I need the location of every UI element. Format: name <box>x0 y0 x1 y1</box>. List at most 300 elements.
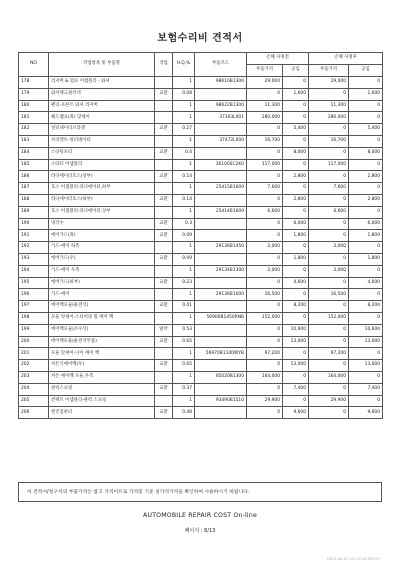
table-row <box>19 112 383 124</box>
header-before-parts: 부품가격 <box>247 65 283 77</box>
cell-work <box>155 159 173 171</box>
cell-item-name: 클럭스프링 <box>49 383 155 395</box>
cell-before-labor: 0 <box>283 265 309 277</box>
cell-after-parts: 7,600 <box>309 183 349 195</box>
cell-hq: 0.4 <box>173 147 195 159</box>
cell-before-labor: 0 <box>283 242 309 254</box>
cell-item-name: 에어가드(좌) <box>49 230 155 242</box>
cell-hq: 1 <box>173 183 195 195</box>
cell-after-labor: 0 <box>349 312 383 324</box>
cell-part-code <box>195 88 247 100</box>
cell-after-parts: 117,000 <box>309 159 349 171</box>
cell-item-name: 리저버 & 펌프 어셈블리 - 와셔 <box>49 77 155 89</box>
table-row <box>19 301 383 313</box>
table-row <box>19 135 383 147</box>
cell-before-parts: 0 <box>247 324 283 336</box>
cell-before-parts: 0 <box>247 336 283 348</box>
cell-no: 194 <box>19 265 49 277</box>
cell-work <box>155 183 173 195</box>
cell-work: 교환 <box>155 407 173 419</box>
cell-no: 203 <box>19 371 49 383</box>
cell-no: 183 <box>19 135 49 147</box>
cell-after-parts: 0 <box>309 336 349 348</box>
cell-before-labor: 8,000 <box>283 147 309 159</box>
cell-part-code: 25415B1000 <box>195 183 247 195</box>
cell-hq: 0.48 <box>173 407 195 419</box>
cell-part-code: 98622B1300 <box>195 100 247 112</box>
cell-part-code <box>195 253 247 265</box>
cell-no: 199 <box>19 324 49 336</box>
cell-before-parts: 29,900 <box>247 395 283 407</box>
cell-no: 181 <box>19 112 49 124</box>
cell-part-code <box>195 124 247 136</box>
cell-before-labor: 0 <box>283 77 309 89</box>
cell-hq: 0.41 <box>173 301 195 313</box>
cell-after-parts: 0 <box>309 218 349 230</box>
cell-before-parts: 0 <box>247 253 283 265</box>
cell-part-code <box>195 324 247 336</box>
cell-after-parts: 0 <box>309 407 349 419</box>
cell-before-parts: 0 <box>247 230 283 242</box>
cell-before-labor: 0 <box>283 395 309 407</box>
cell-work <box>155 77 173 89</box>
cell-after-parts: 16,700 <box>309 135 349 147</box>
cell-before-parts: 0 <box>247 147 283 159</box>
cell-item-name: 냉각수 <box>49 218 155 230</box>
cell-after-parts: 0 <box>309 324 349 336</box>
cell-before-labor: 1,800 <box>283 230 309 242</box>
cell-after-labor: 0 <box>349 100 383 112</box>
cell-no: 178 <box>19 77 49 89</box>
cell-no: 179 <box>19 88 49 100</box>
cell-after-labor: 2,800 <box>349 171 383 183</box>
table-row <box>19 277 383 289</box>
header-hq: H.Q,% <box>173 53 195 77</box>
cell-before-parts: 0 <box>247 88 283 100</box>
cell-no: 188 <box>19 194 49 206</box>
cell-hq: 1 <box>173 289 195 301</box>
cell-after-parts: 0 <box>309 360 349 372</box>
cell-part-code: 29136B1000 <box>195 289 247 301</box>
cell-before-labor: 0 <box>283 289 309 301</box>
cell-work: 교환 <box>155 194 173 206</box>
cell-hq: 1 <box>173 135 195 147</box>
cell-part-code: 98610B1300 <box>195 77 247 89</box>
cell-after-labor: 10,600 <box>349 324 383 336</box>
cell-work <box>155 371 173 383</box>
table-row <box>19 230 383 242</box>
cell-after-labor: 0 <box>349 242 383 254</box>
cell-after-parts: 11,300 <box>309 100 349 112</box>
cell-item-name: 에어백모듈(조수석) <box>49 324 155 336</box>
cell-before-labor: 0 <box>283 183 309 195</box>
cell-work <box>155 135 173 147</box>
cell-before-parts: 97,200 <box>247 348 283 360</box>
cell-hq: 0.14 <box>173 171 195 183</box>
cell-before-labor: 1,600 <box>283 88 309 100</box>
cell-part-code <box>195 230 247 242</box>
table-body <box>19 77 383 419</box>
table-row <box>19 171 383 183</box>
cell-item-name: 라디에이터호스(하부) <box>49 194 155 206</box>
cell-before-labor: 9,600 <box>283 407 309 419</box>
cell-part-code: 25414B1000 <box>195 206 247 218</box>
cell-before-parts: 2,000 <box>247 265 283 277</box>
cell-before-parts: 0 <box>247 301 283 313</box>
cell-item-name: 에어백모듈(운전석무릎) <box>49 336 155 348</box>
cell-after-labor: 0 <box>349 371 383 383</box>
table-row <box>19 194 383 206</box>
notice-box: 이 견적서/청구서의 부품가격은 참고 가격이므로 가격및 기준 실가격가격을 확인하여 사용하시기 바랍니다. <box>18 482 382 502</box>
cell-after-parts: 2,000 <box>309 242 349 254</box>
cell-before-parts: 0 <box>247 277 283 289</box>
cell-before-parts: 11,300 <box>247 100 283 112</box>
cell-work <box>155 265 173 277</box>
cell-after-parts: 280,000 <box>309 112 349 124</box>
table-row <box>19 395 383 407</box>
cell-before-labor: 0 <box>283 135 309 147</box>
cell-work: 교환 <box>155 253 173 265</box>
cell-before-parts: 152,000 <box>247 312 283 324</box>
cell-before-parts: 29,000 <box>247 77 283 89</box>
cell-after-labor: 13,000 <box>349 336 383 348</box>
table-row <box>19 336 383 348</box>
cell-after-parts: 0 <box>309 230 349 242</box>
cell-no: 197 <box>19 301 49 313</box>
cell-hq: 1 <box>173 371 195 383</box>
cell-before-labor: 0 <box>283 100 309 112</box>
cell-item-name: 에어가드(하부) <box>49 277 155 289</box>
cell-after-labor: 1,800 <box>349 253 383 265</box>
cell-after-parts: 0 <box>309 277 349 289</box>
cell-no: 202 <box>19 360 49 372</box>
cell-before-parts: 0 <box>247 218 283 230</box>
cell-hq: 1 <box>173 242 195 254</box>
cell-before-parts: 0 <box>247 194 283 206</box>
cell-no: 192 <box>19 242 49 254</box>
cell-hq: 0.65 <box>173 336 195 348</box>
cell-item-name: 가드-에어 하측 <box>49 242 155 254</box>
cell-after-parts: 2,000 <box>309 265 349 277</box>
cell-after-parts: 0 <box>309 147 349 159</box>
cell-no: 184 <box>19 147 49 159</box>
cell-part-code <box>195 301 247 313</box>
cell-hq: 1 <box>173 159 195 171</box>
cell-hq: 1 <box>173 395 195 407</box>
cell-no: 191 <box>19 230 49 242</box>
cell-part-code: 29134B1300 <box>195 265 247 277</box>
cell-item-name: 가드-에어 <box>49 289 155 301</box>
table-row <box>19 147 383 159</box>
cell-work: 교환 <box>155 230 173 242</box>
cell-hq: 1 <box>173 100 195 112</box>
cell-work: 교환 <box>155 218 173 230</box>
cell-item-name: 호스 어셈블리-라디에이터,하부 <box>49 183 155 195</box>
print-timestamp: 2023-04-07 14:15:46 RT077 <box>326 556 380 561</box>
cell-item-name: 브라켓트-얼터네이터 <box>49 135 155 147</box>
cell-after-labor: 13,000 <box>349 360 383 372</box>
table-row <box>19 265 383 277</box>
cell-part-code <box>195 194 247 206</box>
cell-after-labor: 0 <box>349 112 383 124</box>
cell-before-labor: 0 <box>283 159 309 171</box>
cell-after-labor: 4,600 <box>349 277 383 289</box>
cell-item-name: 얼터네이터브라켓 <box>49 124 155 136</box>
cell-after-labor: 1,800 <box>349 230 383 242</box>
cell-before-parts: 164,000 <box>247 371 283 383</box>
table-row <box>19 159 383 171</box>
cell-part-code: 37472L000 <box>195 135 247 147</box>
cell-no: 196 <box>19 289 49 301</box>
cell-work: 교환 <box>155 301 173 313</box>
cell-after-parts: 0 <box>309 124 349 136</box>
cell-before-parts: 7,600 <box>247 183 283 195</box>
cell-after-labor: 7,400 <box>349 383 383 395</box>
cell-before-labor: 6,000 <box>283 218 309 230</box>
cell-hq: 0.27 <box>173 124 195 136</box>
cell-item-name: 헤드램프(좌) 맞세이 <box>49 112 155 124</box>
cell-no: 204 <box>19 383 49 395</box>
cell-before-labor: 8,200 <box>283 301 309 313</box>
cell-after-labor: 0 <box>349 135 383 147</box>
cell-before-labor: 4,600 <box>283 277 309 289</box>
cell-after-labor: 0 <box>349 159 383 171</box>
table-row <box>19 348 383 360</box>
table-row <box>19 383 383 395</box>
table-row <box>19 242 383 254</box>
header-item: 작업항목 및 부품명 <box>49 53 155 77</box>
table-row <box>19 360 383 372</box>
cell-after-labor: 5,400 <box>349 124 383 136</box>
cell-part-code: 85020B1300 <box>195 371 247 383</box>
cell-hq: 0.3 <box>173 218 195 230</box>
cell-after-parts: 0 <box>309 253 349 265</box>
cell-part-code: 29136B1450 <box>195 242 247 254</box>
cell-part-code: 56900B1450RNB <box>195 312 247 324</box>
table-row <box>19 253 383 265</box>
cell-part-code <box>195 336 247 348</box>
cell-before-parts: 16,700 <box>247 135 283 147</box>
cell-hq: 0.23 <box>173 277 195 289</box>
table-header <box>19 53 383 77</box>
cell-after-labor: 9,600 <box>349 407 383 419</box>
cell-after-parts: 0 <box>309 171 349 183</box>
cell-work <box>155 206 173 218</box>
header-code: 부품코드 <box>195 53 247 77</box>
cell-hq: 1 <box>173 206 195 218</box>
cell-before-parts: 0 <box>247 360 283 372</box>
cell-part-code: 36100SC2K0 <box>195 159 247 171</box>
cell-no: 201 <box>19 348 49 360</box>
cell-no: 200 <box>19 336 49 348</box>
cell-after-labor: 0 <box>349 265 383 277</box>
cell-before-parts: 0 <box>247 383 283 395</box>
cell-before-labor: 13,000 <box>283 360 309 372</box>
cell-part-code: 37303L001 <box>195 112 247 124</box>
cell-after-labor: 8,000 <box>349 147 383 159</box>
cell-no: 205 <box>19 395 49 407</box>
cell-before-labor: 0 <box>283 312 309 324</box>
cell-before-labor: 2,800 <box>283 194 309 206</box>
cell-hq: 0.53 <box>173 324 195 336</box>
cell-work: 교환 <box>155 360 173 372</box>
cell-after-parts: 152,000 <box>309 312 349 324</box>
cell-hq: 1 <box>173 312 195 324</box>
cell-after-labor: 0 <box>349 206 383 218</box>
footer-title: AUTOMOBILE REPAIR COST On-line <box>143 512 257 519</box>
cell-item-name: 펜더-프론트 와셔 리저버 <box>49 100 155 112</box>
table-row <box>19 324 383 336</box>
cell-work <box>155 289 173 301</box>
cell-hq: 0.08 <box>173 88 195 100</box>
header-work: 작업 <box>155 53 173 77</box>
cell-work: 교환 <box>155 147 173 159</box>
cell-no: 189 <box>19 206 49 218</box>
cell-no: 187 <box>19 183 49 195</box>
cell-before-labor: 0 <box>283 371 309 383</box>
cell-no: 198 <box>19 312 49 324</box>
cell-hq: 1 <box>173 112 195 124</box>
cell-hq: 1 <box>173 348 195 360</box>
cell-before-labor: 0 <box>283 348 309 360</box>
table-row <box>19 124 383 136</box>
table-row <box>19 100 383 112</box>
cell-part-code <box>195 147 247 159</box>
cell-after-labor: 0 <box>349 289 383 301</box>
cell-item-name: 컨택트 어셈블리-클럭 스프링 <box>49 395 155 407</box>
cell-work: 교환 <box>155 124 173 136</box>
cell-work <box>155 242 173 254</box>
cell-after-parts: 16,500 <box>309 289 349 301</box>
cell-item-name: 에어가드(우) <box>49 253 155 265</box>
table-row <box>19 88 383 100</box>
table-row <box>19 289 383 301</box>
cell-no: 195 <box>19 277 49 289</box>
cell-item-name: 커튼식에어백(우) <box>49 360 155 372</box>
cell-no: 190 <box>19 218 49 230</box>
cell-work <box>155 112 173 124</box>
header-after-labor: 공임 <box>349 65 383 77</box>
cell-before-parts: 0 <box>247 407 283 419</box>
cell-item-name: 스타팅모터 <box>49 147 155 159</box>
cell-no: 180 <box>19 100 49 112</box>
cell-no: 186 <box>19 171 49 183</box>
cell-after-labor: 0 <box>349 348 383 360</box>
cell-work: 교환 <box>155 336 173 348</box>
cell-before-parts: 117,000 <box>247 159 283 171</box>
cell-part-code <box>195 171 247 183</box>
cell-before-labor: 0 <box>283 112 309 124</box>
table-row <box>19 183 383 195</box>
cell-hq: 1 <box>173 77 195 89</box>
table-row <box>19 77 383 89</box>
table-row <box>19 312 383 324</box>
cell-item-name: 와셔탱크필러넥 <box>49 88 155 100</box>
cell-item-name: 스타터 어셈블리 <box>49 159 155 171</box>
cell-after-labor: 6,000 <box>349 218 383 230</box>
cell-work: 탈착 <box>155 324 173 336</box>
cell-no: 185 <box>19 159 49 171</box>
cell-before-parts: 0 <box>247 124 283 136</box>
cell-after-labor: 2,800 <box>349 194 383 206</box>
cell-before-labor: 7,400 <box>283 383 309 395</box>
cell-after-parts: 164,000 <box>309 371 349 383</box>
cell-item-name: 모듈 앗세이-니이 에어 백 <box>49 348 155 360</box>
cell-after-parts: 29,000 <box>309 77 349 89</box>
cell-part-code: 56970B1100WYB <box>195 348 247 360</box>
cell-part-code <box>195 360 247 372</box>
cell-work: 교환 <box>155 88 173 100</box>
cell-hq: 0.09 <box>173 230 195 242</box>
cell-before-parts: 6,600 <box>247 206 283 218</box>
cell-after-labor: 0 <box>349 77 383 89</box>
cell-before-parts: 280,000 <box>247 112 283 124</box>
cell-after-parts: 29,900 <box>309 395 349 407</box>
cell-after-labor: 0 <box>349 183 383 195</box>
cell-after-parts: 0 <box>309 383 349 395</box>
cell-work <box>155 100 173 112</box>
header-before: 손해 사정전 <box>247 53 309 65</box>
cell-item-name: 호스 어셈블리-라디에이터,상부 <box>49 206 155 218</box>
table-row <box>19 218 383 230</box>
cell-item-name: 에어백모듈(운전석) <box>49 301 155 313</box>
table-row <box>19 206 383 218</box>
cell-item-name: 라디에이터호스(상부) <box>49 171 155 183</box>
cell-before-parts: 16,500 <box>247 289 283 301</box>
header-no: NO <box>19 53 49 77</box>
cell-before-labor: 10,600 <box>283 324 309 336</box>
page-number: 페이지 : 8/13 <box>184 528 216 534</box>
cell-hq: 1 <box>173 265 195 277</box>
cell-after-parts: 0 <box>309 194 349 206</box>
cell-work <box>155 312 173 324</box>
cell-no: 193 <box>19 253 49 265</box>
cell-after-labor: 8,200 <box>349 301 383 313</box>
cell-before-labor: 1,800 <box>283 253 309 265</box>
cell-work <box>155 348 173 360</box>
cell-before-labor: 13,000 <box>283 336 309 348</box>
document-title: 보험수리비 견적서 <box>157 33 243 44</box>
table-row <box>19 371 383 383</box>
cell-work: 교환 <box>155 277 173 289</box>
cell-after-parts: 6,600 <box>309 206 349 218</box>
header-after-parts: 부품가격 <box>309 65 349 77</box>
table-row <box>19 407 383 419</box>
cell-before-labor: 2,800 <box>283 171 309 183</box>
cell-item-name: 커튼 에어백 모듈,우측 <box>49 371 155 383</box>
cell-item-name: 모듈 앗세이-스티어링 휠 에어 백 <box>49 312 155 324</box>
cell-before-parts: 0 <box>247 171 283 183</box>
cell-after-parts: 97,200 <box>309 348 349 360</box>
cell-after-labor: 1,600 <box>349 88 383 100</box>
cell-work: 교환 <box>155 171 173 183</box>
cell-hq: 0.14 <box>173 194 195 206</box>
cell-part-code <box>195 218 247 230</box>
header-before-labor: 공임 <box>283 65 309 77</box>
cell-after-parts: 0 <box>309 88 349 100</box>
cell-before-labor: 5,400 <box>283 124 309 136</box>
cell-hq: 0.09 <box>173 253 195 265</box>
cell-no: 206 <box>19 407 49 419</box>
cell-before-labor: 0 <box>283 206 309 218</box>
cell-after-parts: 0 <box>309 301 349 313</box>
header-after: 손해 사정후 <box>309 53 383 65</box>
cell-part-code <box>195 277 247 289</box>
cell-hq: 0.65 <box>173 360 195 372</box>
cell-item-name: 가드-에어 우측 <box>49 265 155 277</box>
cell-after-labor: 0 <box>349 395 383 407</box>
cell-part-code <box>195 383 247 395</box>
